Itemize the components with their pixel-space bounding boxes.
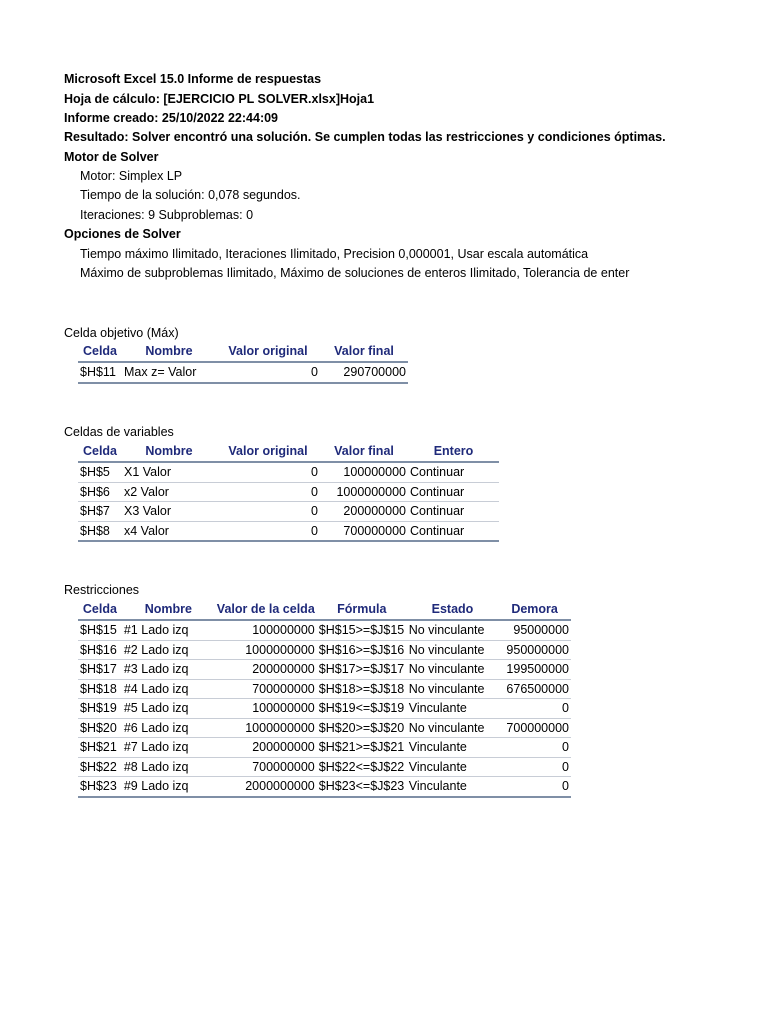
solver-options-title: Opciones de Solver	[64, 227, 181, 241]
cell-name: #1 Lado izq	[122, 620, 215, 640]
cell-value: 700000000	[215, 757, 317, 777]
variables-section-title: Celdas de variables	[64, 425, 174, 439]
cell-name: #9 Lado izq	[122, 777, 215, 797]
cell-ref: $H$17	[78, 660, 122, 680]
cell-ref: $H$8	[78, 521, 122, 541]
status: No vinculante	[407, 660, 498, 680]
cell-ref: $H$16	[78, 640, 122, 660]
table-row	[78, 738, 571, 758]
iterations-line: Iteraciones: 9 Subproblemas: 0	[80, 208, 254, 222]
cell-ref: $H$18	[78, 679, 122, 699]
final-value: 290700000	[320, 362, 408, 383]
cell-name: #5 Lado izq	[122, 699, 215, 719]
cell-value: 100000000	[215, 620, 317, 640]
column-header: Nombre	[122, 599, 215, 620]
final-value: 700000000	[320, 521, 408, 541]
table-row	[78, 462, 499, 482]
table-row	[78, 679, 571, 699]
cell-ref: $H$19	[78, 699, 122, 719]
cell-ref: $H$15	[78, 620, 122, 640]
status: Vinculante	[407, 777, 498, 797]
status: No vinculante	[407, 679, 498, 699]
objective-section-title: Celda objetivo (Máx)	[64, 326, 179, 340]
original-value: 0	[216, 502, 320, 522]
column-header: Celda	[78, 599, 122, 620]
table-row	[78, 757, 571, 777]
table-row	[78, 640, 571, 660]
column-header: Fórmula	[317, 599, 407, 620]
cell-name: X3 Valor	[122, 502, 216, 522]
integer-status: Continuar	[408, 462, 499, 482]
formula: $H$15>=$J$15	[317, 620, 407, 640]
table-row	[78, 502, 499, 522]
integer-status: Continuar	[408, 482, 499, 502]
slack: 0	[498, 757, 571, 777]
final-value: 200000000	[320, 502, 408, 522]
cell-value: 1000000000	[215, 718, 317, 738]
column-header: Valor final	[320, 441, 408, 462]
solution-time-line: Tiempo de la solución: 0,078 segundos.	[80, 188, 301, 202]
formula: $H$18>=$J$18	[317, 679, 407, 699]
table-row	[78, 718, 571, 738]
column-header: Valor final	[320, 341, 408, 362]
status: No vinculante	[407, 640, 498, 660]
table-row	[78, 521, 499, 541]
cell-ref: $H$5	[78, 462, 122, 482]
slack: 95000000	[498, 620, 571, 640]
formula: $H$19<=$J$19	[317, 699, 407, 719]
cell-value: 200000000	[215, 660, 317, 680]
cell-name: #4 Lado izq	[122, 679, 215, 699]
cell-name: x2 Valor	[122, 482, 216, 502]
options-line-2: Máximo de subproblemas Ilimitado, Máximo de soluciones de enteros Ilimitado, Tolerancia de enter	[80, 266, 630, 280]
engine-line: Motor: Simplex LP	[80, 169, 183, 183]
status: Vinculante	[407, 738, 498, 758]
slack: 0	[498, 777, 571, 797]
table-row	[78, 362, 408, 383]
column-header: Entero	[408, 441, 499, 462]
created-line: Informe creado: 25/10/2022 22:44:09	[64, 111, 279, 125]
cell-ref: $H$21	[78, 738, 122, 758]
column-header: Demora	[498, 599, 571, 620]
variables-table	[78, 441, 499, 542]
formula: $H$23<=$J$23	[317, 777, 407, 797]
cell-value: 700000000	[215, 679, 317, 699]
cell-name: #2 Lado izq	[122, 640, 215, 660]
cell-name: x4 Valor	[122, 521, 216, 541]
column-header: Nombre	[122, 441, 216, 462]
slack: 0	[498, 738, 571, 758]
cell-name: #6 Lado izq	[122, 718, 215, 738]
cell-name: #8 Lado izq	[122, 757, 215, 777]
final-value: 1000000000	[320, 482, 408, 502]
solver-engine-title: Motor de Solver	[64, 150, 159, 164]
cell-name: Max z= Valor	[122, 362, 216, 383]
column-header: Valor original	[216, 441, 320, 462]
cell-value: 100000000	[215, 699, 317, 719]
slack: 676500000	[498, 679, 571, 699]
options-line-1: Tiempo máximo Ilimitado, Iteraciones Ilimitado, Precision 0,000001, Usar escala automática	[80, 247, 589, 261]
table-row	[78, 777, 571, 797]
cell-ref: $H$7	[78, 502, 122, 522]
column-header: Estado	[407, 599, 498, 620]
worksheet-line: Hoja de cálculo: [EJERCICIO PL SOLVER.xlsx]Hoja1	[64, 92, 375, 106]
status: No vinculante	[407, 718, 498, 738]
integer-status: Continuar	[408, 521, 499, 541]
table-row	[78, 660, 571, 680]
column-header: Celda	[78, 441, 122, 462]
cell-name: #3 Lado izq	[122, 660, 215, 680]
final-value: 100000000	[320, 462, 408, 482]
table-row	[78, 482, 499, 502]
cell-ref: $H$11	[78, 362, 122, 383]
slack: 700000000	[498, 718, 571, 738]
formula: $H$20>=$J$20	[317, 718, 407, 738]
original-value: 0	[216, 521, 320, 541]
constraints-table	[78, 599, 571, 798]
result-line: Resultado: Solver encontró una solución. Se cumplen todas las restricciones y condiciones óptimas.	[64, 130, 666, 144]
slack: 0	[498, 699, 571, 719]
formula: $H$21>=$J$21	[317, 738, 407, 758]
cell-ref: $H$20	[78, 718, 122, 738]
formula: $H$16>=$J$16	[317, 640, 407, 660]
column-header: Valor original	[216, 341, 320, 362]
status: Vinculante	[407, 699, 498, 719]
status: No vinculante	[407, 620, 498, 640]
column-header: Nombre	[122, 341, 216, 362]
slack: 950000000	[498, 640, 571, 660]
formula: $H$22<=$J$22	[317, 757, 407, 777]
cell-ref: $H$22	[78, 757, 122, 777]
column-header: Celda	[78, 341, 122, 362]
original-value: 0	[216, 462, 320, 482]
original-value: 0	[216, 482, 320, 502]
cell-value: 1000000000	[215, 640, 317, 660]
cell-name: X1 Valor	[122, 462, 216, 482]
integer-status: Continuar	[408, 502, 499, 522]
cell-value: 2000000000	[215, 777, 317, 797]
constraints-section-title: Restricciones	[64, 583, 140, 597]
cell-value: 200000000	[215, 738, 317, 758]
cell-ref: $H$6	[78, 482, 122, 502]
slack: 199500000	[498, 660, 571, 680]
original-value: 0	[216, 362, 320, 383]
cell-name: #7 Lado izq	[122, 738, 215, 758]
status: Vinculante	[407, 757, 498, 777]
report-title: Microsoft Excel 15.0 Informe de respuestas	[64, 72, 322, 86]
objective-table	[78, 341, 408, 384]
table-row	[78, 620, 571, 640]
column-header: Valor de la celda	[215, 599, 317, 620]
formula: $H$17>=$J$17	[317, 660, 407, 680]
cell-ref: $H$23	[78, 777, 122, 797]
table-row	[78, 699, 571, 719]
